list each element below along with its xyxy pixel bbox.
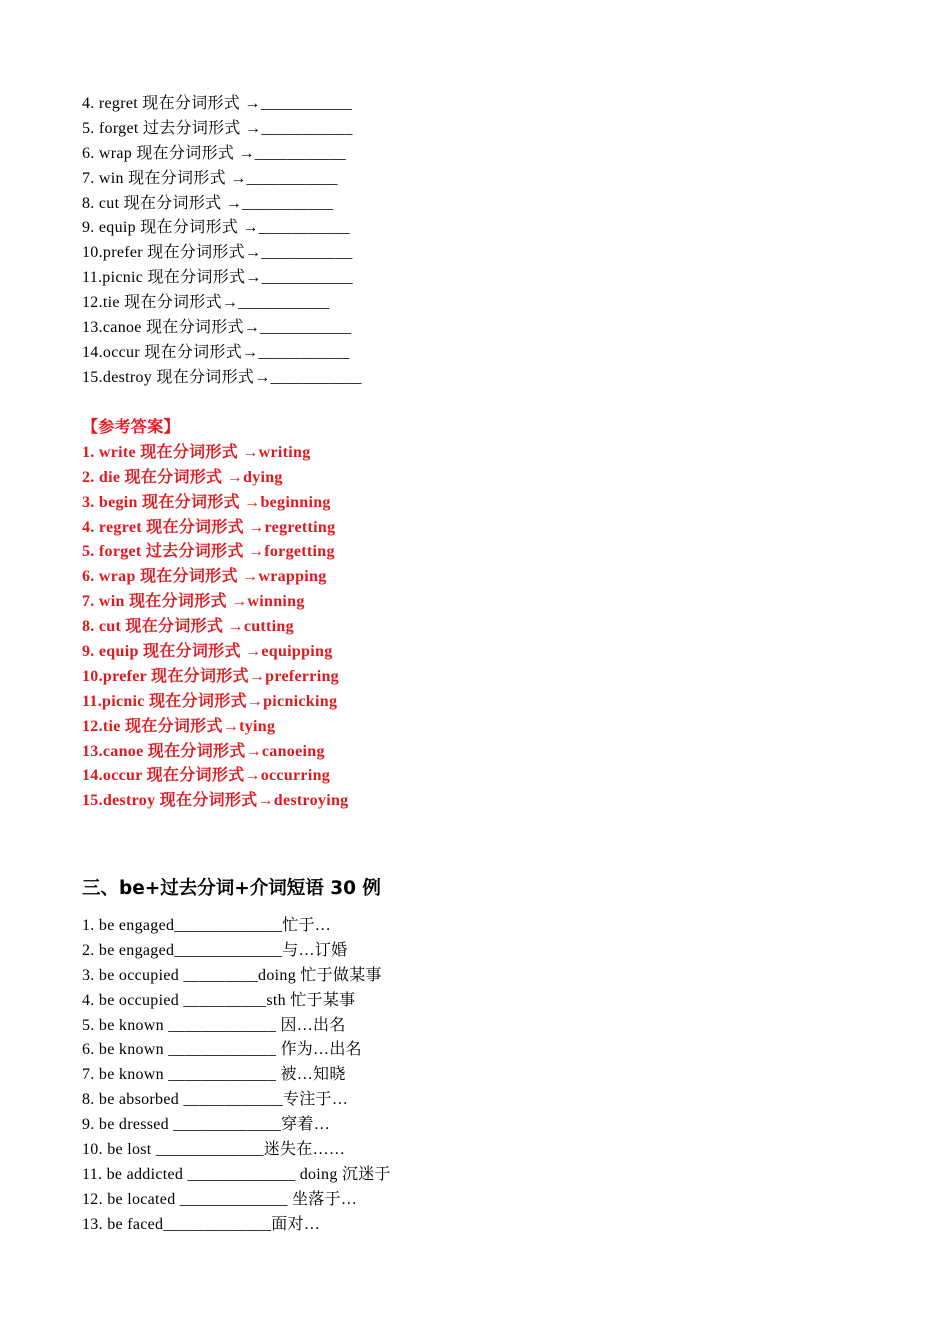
exercise-list [82, 92, 362, 391]
answer-item: 14.occur 现在分词形式→occurring [82, 767, 331, 785]
answer-item: 15.destroy 现在分词形式→destroying [82, 792, 349, 810]
phrase-item: 1. be engaged_____________忙于… [82, 917, 332, 934]
phrase-item: 5. be known _____________ 因…出名 [82, 1016, 346, 1034]
exercise-item: 12.tie 现在分词形式→___________ [82, 294, 330, 312]
exercise-item: 15.destroy 现在分词形式→___________ [82, 368, 362, 386]
answer-item: 7. win 现在分词形式 →winning [82, 593, 305, 611]
phrase-item: 12. be located _____________ 坐落于… [82, 1190, 358, 1208]
answer-item: 12.tie 现在分词形式→tying [82, 717, 276, 735]
exercise-item: 11.picnic 现在分词形式→___________ [82, 269, 353, 287]
phrase-list [82, 914, 391, 1238]
exercise-item: 9. equip 现在分词形式 →___________ [82, 219, 350, 237]
answer-key-title: 【参考答案】 [82, 419, 180, 436]
answer-item: 11.picnic 现在分词形式→picnicking [82, 692, 338, 710]
section-heading: 三、be+过去分词+介词短语 30 例 [82, 878, 381, 899]
answer-item: 6. wrap 现在分词形式 →wrapping [82, 568, 327, 586]
exercise-item: 7. win 现在分词形式 →___________ [82, 169, 338, 187]
phrase-item: 4. be occupied __________sth 忙于某事 [82, 991, 356, 1009]
phrase-item: 3. be occupied _________doing 忙于做某事 [82, 966, 382, 984]
exercise-item: 8. cut 现在分词形式 →___________ [82, 194, 334, 212]
phrase-item: 13. be faced_____________面对… [82, 1215, 321, 1233]
exercise-item: 10.prefer 现在分词形式→___________ [82, 244, 353, 262]
answer-item: 5. forget 过去分词形式 →forgetting [82, 543, 335, 561]
phrase-item: 8. be absorbed ____________专注于… [82, 1091, 349, 1109]
exercise-item: 14.occur 现在分词形式→___________ [82, 343, 350, 361]
phrase-item: 10. be lost _____________迷失在…… [82, 1141, 346, 1159]
exercise-item: 4. regret 现在分词形式 →___________ [82, 95, 353, 112]
phrase-item: 2. be engaged_____________与…订婚 [82, 941, 348, 959]
answer-item: 3. begin 现在分词形式 →beginning [82, 493, 331, 511]
answer-item: 2. die 现在分词形式 →dying [82, 468, 283, 486]
phrase-item: 7. be known _____________ 被…知晓 [82, 1066, 346, 1084]
phrase-item: 9. be dressed _____________穿着… [82, 1116, 331, 1134]
phrase-item: 11. be addicted _____________ doing 沉迷于 [82, 1165, 391, 1183]
answer-key [82, 416, 348, 814]
exercise-item: 5. forget 过去分词形式 →___________ [82, 119, 353, 137]
answer-item: 13.canoe 现在分词形式→canoeing [82, 742, 325, 760]
answer-item: 8. cut 现在分词形式 →cutting [82, 618, 294, 636]
answer-item: 10.prefer 现在分词形式→preferring [82, 667, 339, 685]
answer-item: 9. equip 现在分词形式 →equipping [82, 643, 333, 661]
phrase-item: 6. be known _____________ 作为…出名 [82, 1041, 362, 1059]
exercise-item: 13.canoe 现在分词形式→___________ [82, 319, 352, 337]
answer-item: 1. write 现在分词形式 →writing [82, 443, 311, 461]
exercise-item: 6. wrap 现在分词形式 →___________ [82, 144, 347, 162]
answer-item: 4. regret 现在分词形式 →regretting [82, 518, 336, 536]
